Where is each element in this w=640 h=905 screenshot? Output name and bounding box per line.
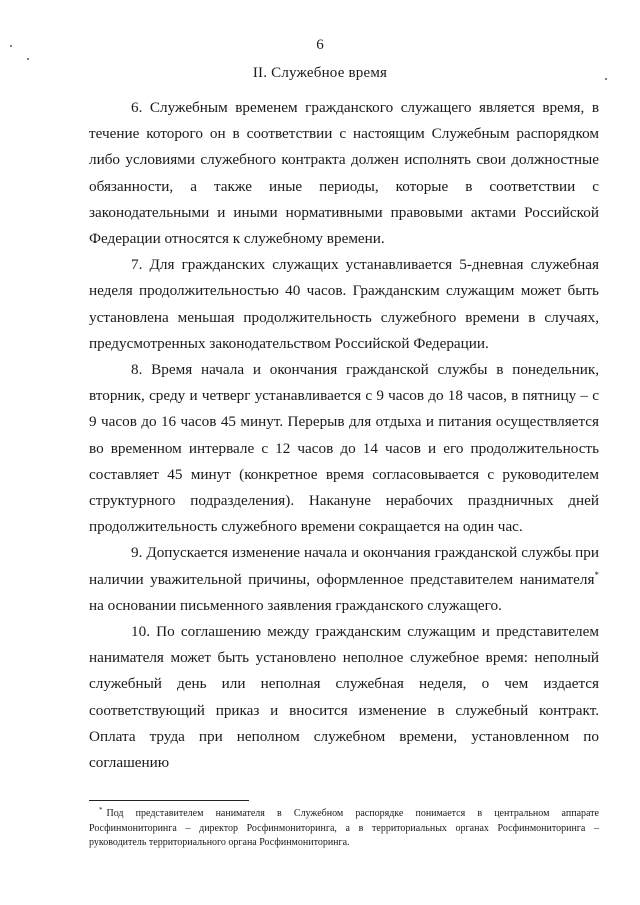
footnote-mark: * — [99, 805, 103, 814]
paragraph-9 — [89, 540, 599, 619]
footnote — [89, 807, 599, 851]
paragraph-7: 7. Для гражданских служащих устанавливается 5-дневная служебная неделя продолжительностью 40 часов. Гражданским служащим может быть установлена меньшая продолжительность служебного времени в случаях, предусмотренных законодательством Российской Федерации. — [89, 256, 599, 352]
document-body — [89, 95, 599, 776]
footnote-reference[interactable]: * — [594, 569, 599, 580]
paragraph-9-text-before: 9. Допускается изменение начала и окончания гражданской службы при наличии уважительной причины, оформленное представителем нанимателя — [89, 544, 599, 588]
section-title: II. Служебное время — [252, 65, 388, 81]
paragraph-8: 8. Время начала и окончания гражданской службы в понедельник, вторник, среду и четверг устанавливается с 9 часов до 18 часов, в пятницу – с 9 часов до 16 часов 45 минут. Перерыв для отдыха и питания осуществляется во временном интервале с 12 часов до 14 часов и его продолжительность составляет 45 минут (конкретное время согласовывается с руководителем структурного подразделения). Накануне нерабочих праздничных дней продолжительность служебного времени сокращается на один час. — [89, 361, 599, 536]
page-number: 6 — [316, 37, 324, 53]
footnote-separator — [89, 800, 249, 801]
footnote-text: Под представителем нанимателя в Служебном распорядке понимается в центральном аппарате Росфинмониторинга – директор Росфинмониторинга, а в территориальных органах Росфинмониторинга – руководитель территориального органа Росфинмониторинга. — [89, 808, 599, 848]
paragraph-10: 10. По соглашению между гражданским служащим и представителем нанимателя может быть установлено неполное служебное время: неполный служебный день или неполная служебная неделя, о чем издается соответствующий приказ и вносится изменение в служебный контракт. Оплата труда при неполном служебном времени, установленном по соглашению — [89, 623, 599, 772]
scan-speck — [27, 58, 29, 60]
paragraph-9-text-after: на основании письменного заявления гражданского служащего. — [89, 596, 502, 614]
paragraph-6: 6. Служебным временем гражданского служащего является время, в течение которого он в соответствии с настоящим Служебным распорядком либо условиями служебного контракта должен исполнять свои должностные обязанности, а также иные периоды, которые в соответствии с законодательными и иными нормативными правовыми актами Российской Федерации относятся к служебному времени. — [89, 99, 599, 248]
